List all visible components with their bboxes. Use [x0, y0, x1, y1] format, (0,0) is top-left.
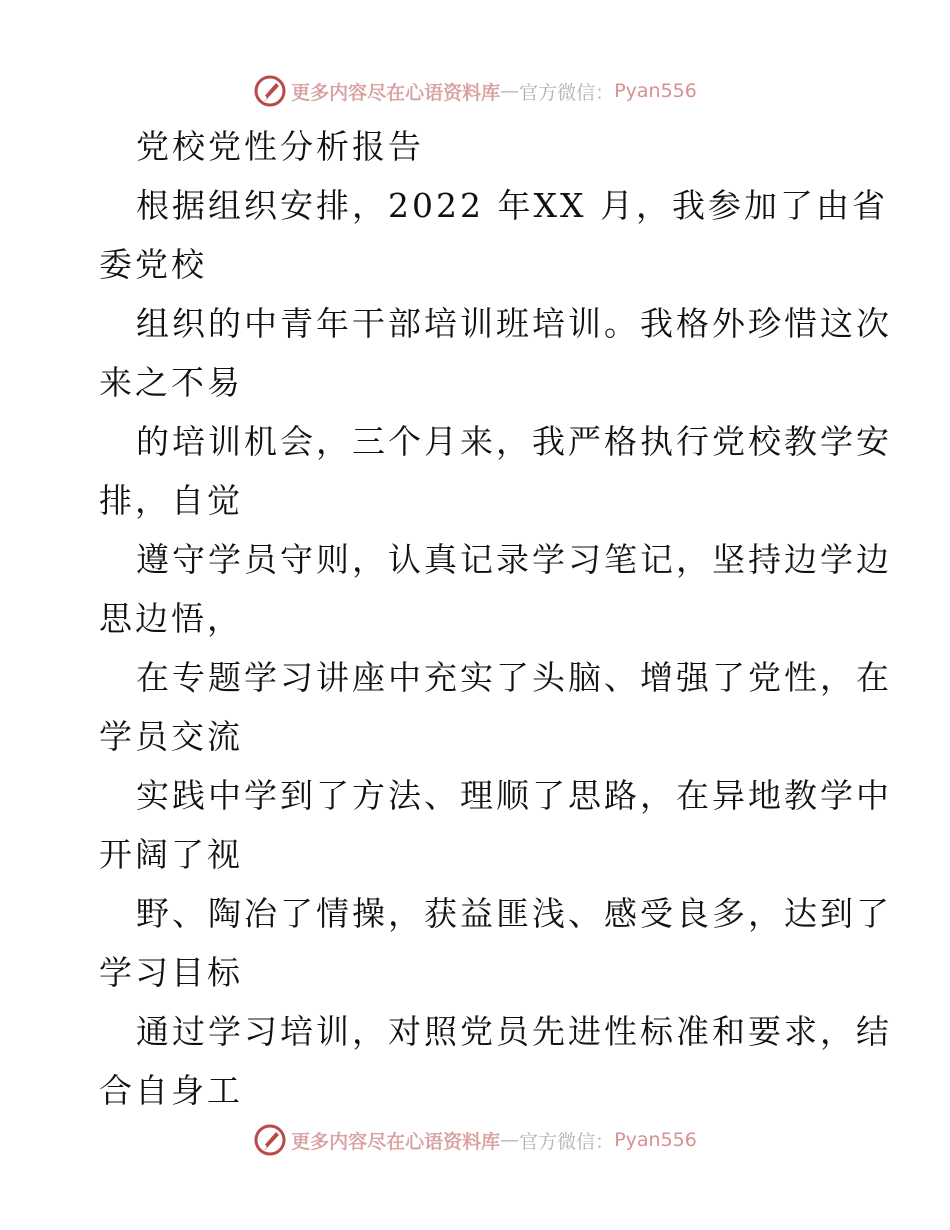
document-body [99, 117, 892, 1120]
text-line: 思边悟， [99, 599, 243, 638]
text-line: 合自身工 [99, 1071, 243, 1110]
text-line: 野、陶冶了情操，获益匪浅、感受良多，达到了 [136, 894, 892, 933]
text-line: 来之不易 [99, 363, 243, 402]
wechat-label: 官方微信： [519, 1130, 615, 1153]
text-line: 实践中学到了方法、理顺了思路，在异地教学中 [136, 776, 892, 815]
banner-separator: — [500, 80, 520, 102]
text-line: 通过学习培训，对照党员先进性标准和要求，结 [136, 1012, 892, 1051]
text-line: 委党校 [99, 245, 207, 284]
text-line: 根据组织安排，2022 年XX 月，我参加了由省 [136, 186, 888, 225]
promo-text: 更多内容尽在心语资料库 [291, 1130, 501, 1153]
text-line: 的培训机会，三个月来，我严格执行党校教学安 [136, 422, 892, 461]
text-line: 学员交流 [99, 717, 243, 756]
quill-seal-icon [253, 74, 287, 108]
quill-seal-icon [253, 1123, 287, 1157]
document-title: 党校党性分析报告 [136, 127, 424, 166]
text-line: 遵守学员守则，认真记录学习笔记，坚持边学边 [136, 540, 892, 579]
wechat-id: Pyan556 [614, 1129, 697, 1151]
header-banner [0, 71, 950, 111]
text-line: 学习目标 [99, 953, 243, 992]
footer-banner [0, 1120, 950, 1160]
wechat-label: 官方微信： [519, 81, 615, 104]
promo-text: 更多内容尽在心语资料库 [291, 81, 501, 104]
wechat-id: Pyan556 [614, 80, 697, 102]
banner-separator: — [500, 1129, 520, 1151]
text-line: 组织的中青年干部培训班培训。我格外珍惜这次 [136, 304, 892, 343]
text-line: 排，自觉 [99, 481, 243, 520]
text-line: 在专题学习讲座中充实了头脑、增强了党性，在 [136, 658, 892, 697]
text-line: 开阔了视 [99, 835, 243, 874]
